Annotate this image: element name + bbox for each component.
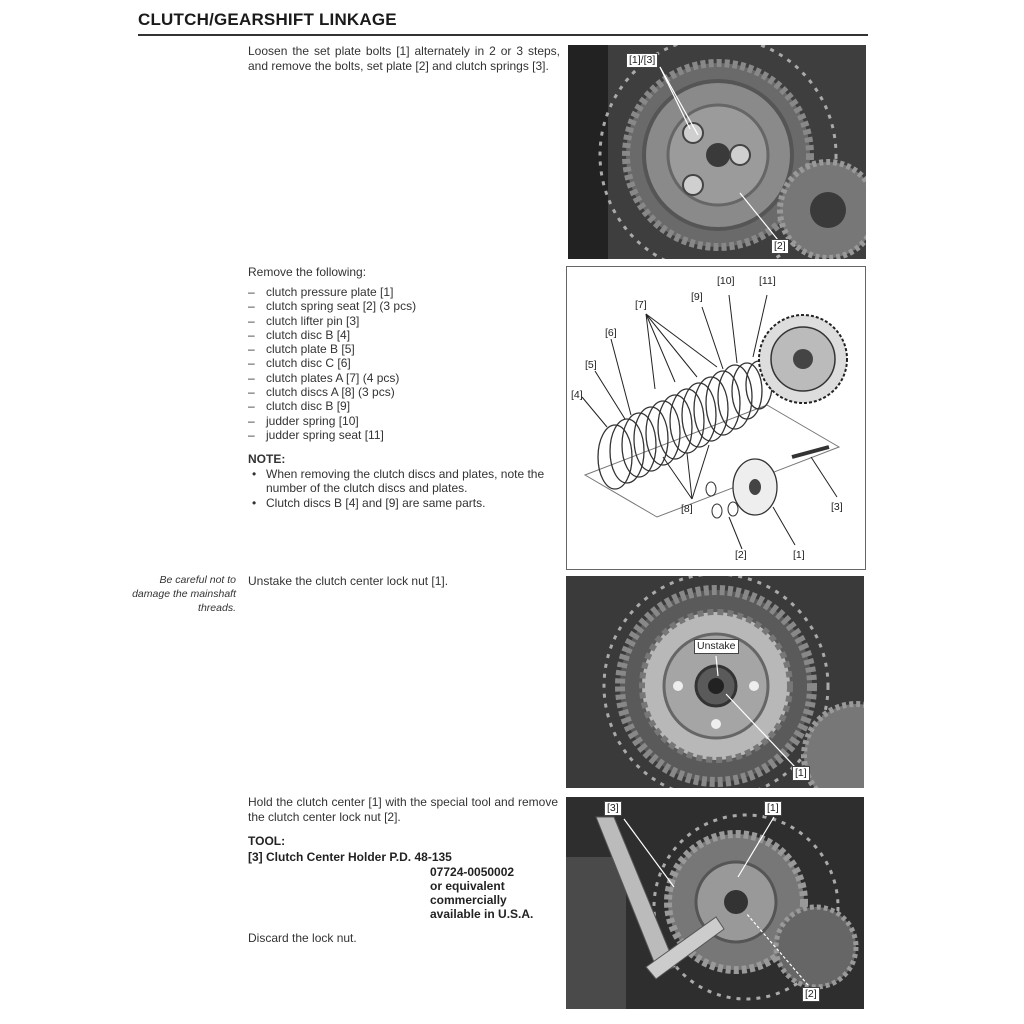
label-2: [2] [802,987,820,1002]
step4-text: Hold the clutch center [1] with the special tool and remove the clutch center lock nut [2]. [248,795,558,824]
photo-clutch-center-nut [566,576,864,788]
diagram-label-10: [10] [717,275,735,287]
label-2: [2] [771,239,789,254]
label-1-3: [1]/[3] [626,53,658,68]
step2-intro: Remove the following: [248,265,367,279]
list-item: – clutch plates A [7] (4 pcs) [248,371,416,385]
tool-equivalent: or equivalent [430,879,505,893]
list-item: – clutch lifter pin [3] [248,314,416,328]
tool-part-number: 07724-0050002 [430,865,515,879]
note-heading: NOTE: [248,452,286,466]
diagram-label-11: [11] [759,275,776,287]
diagram-label-3: [3] [831,501,843,513]
list-item: – clutch pressure plate [1] [248,285,416,299]
diagram-label-2: [2] [735,549,747,561]
photo-clutch-set-plate [568,45,866,259]
list-item: – clutch spring seat [2] (3 pcs) [248,299,416,313]
diagram-label-8: [8] [681,503,693,515]
caution-side-note: Be careful not to damage the mainshaft threads. [132,574,236,614]
list-item: – judder spring [10] [248,414,416,428]
list-item: – clutch disc C [6] [248,356,416,370]
note-item: • When removing the clutch discs and plates, note the number of the clutch discs and plates. [248,467,560,495]
step3-text: Unstake the clutch center lock nut [1]. [248,574,449,588]
diagram-label-6: [6] [605,327,617,339]
list-item: – clutch disc B [4] [248,328,416,342]
diagram-clutch-exploded [566,266,866,570]
list-item: – clutch plate B [5] [248,342,416,356]
note-list [248,467,560,510]
title-rule [138,34,868,36]
removal-list [248,285,416,442]
list-item: – clutch discs A [8] (3 pcs) [248,385,416,399]
diagram-label-9: [9] [691,291,703,303]
photo-clutch-holder-tool [566,797,864,1009]
note-item: • Clutch discs B [4] and [9] are same parts. [248,496,560,510]
tool-heading: TOOL: [248,834,286,848]
label-1: [1] [792,766,810,781]
label-3: [3] [604,801,622,816]
list-item: – clutch disc B [9] [248,399,416,413]
page-title: CLUTCH/GEARSHIFT LINKAGE [138,10,397,29]
diagram-label-5: [5] [585,359,597,371]
tool-availability: available in U.S.A. [430,907,534,921]
list-item: – judder spring seat [11] [248,428,416,442]
label-1: [1] [764,801,782,816]
tool-commercially: commercially [430,893,507,907]
diagram-label-4: [4] [571,389,583,401]
step1-text: Loosen the set plate bolts [1] alternately in 2 or 3 steps, and remove the bolts, set plate [2] and clutch springs [3]. [248,44,560,73]
label-unstake: Unstake [694,639,739,654]
diagram-label-7: [7] [635,299,647,311]
diagram-label-1: [1] [793,549,805,561]
tool-name: [3] Clutch Center Holder P.D. 48-135 [248,850,452,864]
discard-text: Discard the lock nut. [248,931,357,945]
